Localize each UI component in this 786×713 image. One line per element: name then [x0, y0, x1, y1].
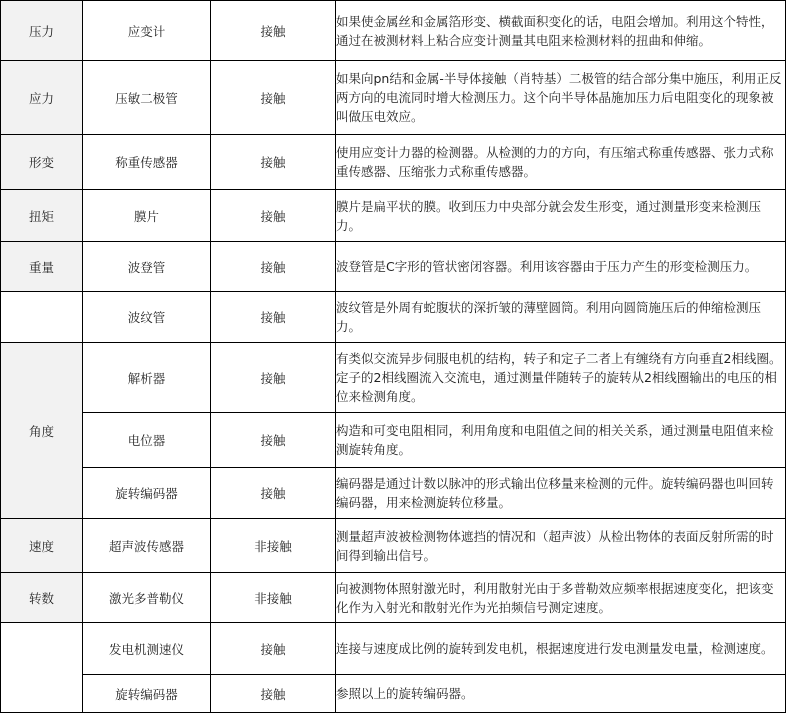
- category-label: 形变: [28, 155, 54, 170]
- sensor-name: 波登管: [83, 242, 211, 292]
- table-row: [1, 292, 786, 343]
- table-row: [1, 573, 786, 623]
- detection-method: 非接触: [211, 519, 336, 573]
- sensor-description: 波登管是C字形的管状密闭容器。利用该容器由于压力产生的形变检测压力。: [336, 242, 786, 292]
- detection-method: 非接触: [211, 573, 336, 623]
- detection-method: 接触: [211, 675, 336, 713]
- detection-method: 接触: [211, 413, 336, 468]
- table-row: [1, 413, 786, 468]
- sensor-name: 波纹管: [83, 292, 211, 343]
- category-cell: [1, 623, 83, 713]
- detection-method: 接触: [211, 292, 336, 343]
- sensor-description: 波纹管是外周有蛇腹状的深折皱的薄壁圆筒。利用向圆筒施压后的伸缩检测压力。: [336, 292, 786, 343]
- category-cell: [1, 1, 83, 61]
- detection-method: 接触: [211, 242, 336, 292]
- sensor-description: 连接与速度成比例的旋转到发电机，根据速度进行发电测量发电量，检测速度。: [336, 623, 786, 675]
- category-cell: [1, 190, 83, 242]
- detection-method: 接触: [211, 135, 336, 190]
- sensor-description: 向被测物体照射激光时，利用散射光由于多普勒效应频率根据速度变化，把该变化作为入射光和散射光作为光拍频信号测定速度。: [336, 573, 786, 623]
- sensor-name: 称重传感器: [83, 135, 211, 190]
- sensor-description: 膜片是扁平状的膜。收到压力中央部分就会发生形变，通过测量形变来检测压力。: [336, 190, 786, 242]
- sensor-name: 电位器: [83, 413, 211, 468]
- table-row: [1, 190, 786, 242]
- category-cell: [1, 343, 83, 519]
- detection-method: 接触: [211, 1, 336, 61]
- table-row: [1, 468, 786, 519]
- category-label: 速度: [28, 538, 54, 554]
- category-cell: [1, 61, 83, 135]
- sensor-name: 膜片: [83, 190, 211, 242]
- sensor-description: 参照以上的旋转编码器。: [336, 675, 786, 713]
- sensor-name: 解析器: [83, 343, 211, 413]
- sensor-description: 如果向pn结和金属-半导体接触（肖特基）二极管的结合部分集中施压，利用正反两方向的电流同时增大检测压力。这个向半导体晶施加压力后电阻变化的现象被叫做压电效应。: [336, 61, 786, 135]
- category-label: 重量: [28, 259, 54, 275]
- table-row: [1, 675, 786, 713]
- sensor-description: 使用应变计力器的检测器。从检测的力的方向，有压缩式称重传感器、张力式称重传感器、压缩张力式称重传感器。: [336, 135, 786, 190]
- detection-method: 接触: [211, 61, 336, 135]
- sensor-name: 旋转编码器: [83, 675, 211, 713]
- sensor-name: 发电机测速仪: [83, 623, 211, 675]
- category-label: 角度: [28, 423, 54, 439]
- sensor-description: 构造和可变电阻相同，利用角度和电阻值之间的相关关系，通过测量电阻值来检测旋转角度。: [336, 413, 786, 468]
- detection-method: 接触: [211, 468, 336, 519]
- table-row: [1, 242, 786, 292]
- table-row: [1, 519, 786, 573]
- detection-method: 接触: [211, 343, 336, 413]
- detection-method: 接触: [211, 190, 336, 242]
- table-row: [1, 135, 786, 190]
- sensor-name: 压敏二极管: [83, 61, 211, 135]
- category-cell: [1, 242, 83, 292]
- category-label: 压力: [28, 23, 54, 39]
- sensor-name: 超声波传感器: [83, 519, 211, 573]
- category-label: 应力: [28, 90, 54, 106]
- detection-method: 接触: [211, 623, 336, 675]
- sensor-description: 测量超声波被检测物体遮挡的情况和（超声波）从检出物体的表面反射所需的时间得到输出信号。: [336, 519, 786, 573]
- sensor-name: 旋转编码器: [83, 468, 211, 519]
- table-row: [1, 623, 786, 675]
- category-cell: [1, 519, 83, 573]
- table-row: [1, 1, 786, 61]
- category-label: 转数: [28, 590, 54, 606]
- table-row: [1, 343, 786, 413]
- sensor-name: 应变计: [83, 1, 211, 61]
- table-row: [1, 61, 786, 135]
- sensor-name: 激光多普勒仪: [83, 573, 211, 623]
- sensor-description: 有类似交流异步伺服电机的结构，转子和定子二者上有缠绕有方向垂直2相线圈。定子的2相线圈流入交流电，通过测量伴随转子的旋转从2相线圈输出的电压的相位来检测角度。: [336, 343, 786, 413]
- sensor-description: 编码器是通过计数以脉冲的形式输出位移量来检测的元件。旋转编码器也叫回转编码器，用来检测旋转位移量。: [336, 468, 786, 519]
- category-cell: [1, 135, 83, 190]
- category-cell: [1, 292, 83, 343]
- sensor-description: 如果使金属丝和金属箔形变、横截面积变化的话，电阻会增加。利用这个特性，通过在被测材料上粘合应变计测量其电阻来检测材料的扭曲和伸缩。: [336, 1, 786, 61]
- category-label: 扭矩: [28, 208, 54, 224]
- category-cell: [1, 573, 83, 623]
